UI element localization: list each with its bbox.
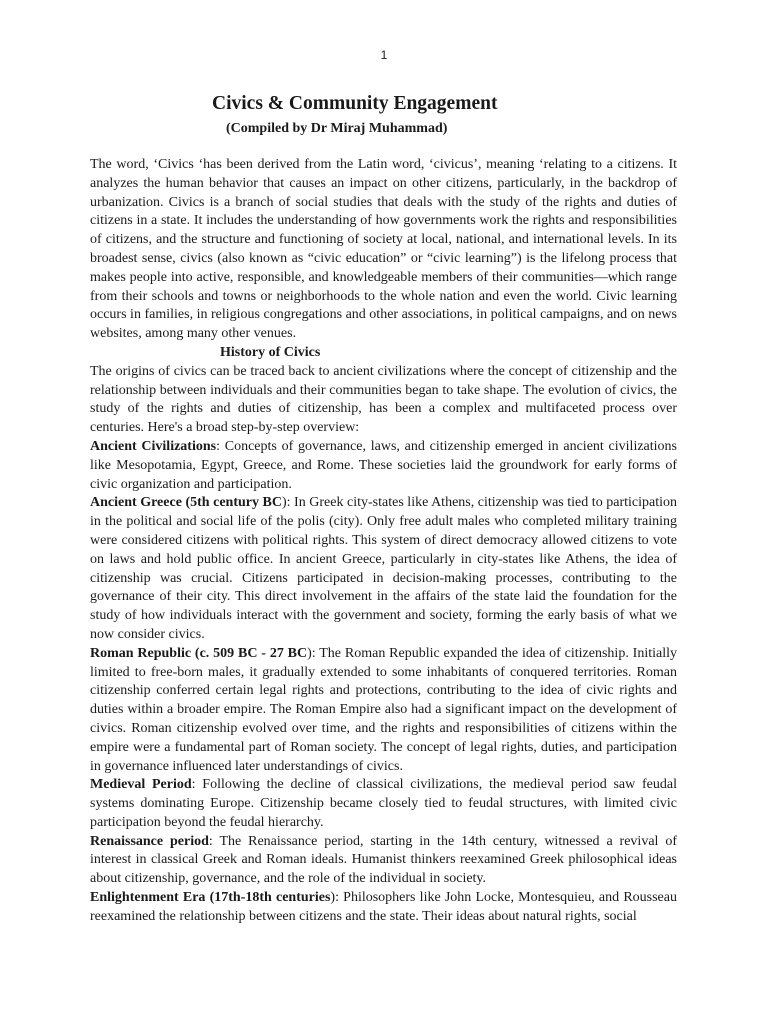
section-term: Ancient Greece (5th century BC	[90, 495, 282, 511]
section-text: ): In Greek city-states like Athens, citizenship was tied to participation in the political and social life of the polis (city). Only free adult males who completed military training were considered citizens with political rights. This system of direct democracy allowed citizens to vote on laws and hold public office. In ancient Greece, particularly in city-states like Athens, the idea of citizenship was crucial. Citizens participated in decision-making processes, contributing to the governance of their city. This direct involvement in the affairs of the state laid the foundation for the study of how individuals interact with the government and society, forming the early basis of what we now consider civics.	[90, 495, 677, 642]
section-text: : The Renaissance period, starting in the 14th century, witnessed a revival of interest in classical Greek and Roman ideals. Humanist thinkers reexamined Greek philosophical ideas about citizenship, governance, and the role of the individual in society.	[90, 833, 677, 887]
section-term: Roman Republic (c. 509 BC - 27 BC	[90, 645, 308, 661]
section-enlightenment-era	[90, 889, 677, 927]
section-term: Enlightenment Era (17th-18th centuries	[90, 890, 331, 906]
history-heading: History of Civics	[220, 344, 321, 360]
section-roman-republic	[90, 645, 677, 777]
section-renaissance-period	[90, 833, 677, 889]
section-term: Medieval Period	[90, 777, 192, 793]
section-text: : Following the decline of classical civilizations, the medieval period saw feudal systems dominating Europe. Citizenship became closely tied to feudal structures, with limited civic participation beyond the feudal hierarchy.	[90, 777, 677, 830]
document-subtitle: (Compiled by Dr Miraj Muhammad)	[226, 121, 448, 136]
section-ancient-greece	[90, 494, 677, 644]
document-title: Civics & Community Engagement	[212, 93, 498, 114]
section-text: ): Philosophers like John Locke, Montesquieu, and Rousseau reexamined the relationship between citizens and the state. Their ideas about natural rights, social	[90, 890, 677, 924]
section-term: Renaissance period	[90, 833, 209, 849]
section-term: Ancient Civilizations	[90, 438, 217, 454]
section-medieval-period	[90, 776, 677, 832]
section-text: ): The Roman Republic expanded the idea of citizenship. Initially limited to free-born males, it gradually extended to some inhabitants of conquered territories. Roman citizenship conferred certain legal rights and protections, contributing to the idea of civic rights and duties within a broader empire. The Roman Empire also had a significant impact on the development of civics. Roman citizenship evolved over time, and the rights and responsibilities of citizens within the empire were a fundamental part of Roman society. The concept of legal rights, duties, and participation in governance influenced later understandings of civics.	[90, 645, 677, 774]
page-number: 1	[380, 48, 388, 62]
document-body	[90, 156, 677, 927]
history-intro-paragraph: The origins of civics can be traced back to ancient civilizations where the concept of citizenship and the relationship between individuals and their communities began to take shape. The evolution of civics, the study of the rights and duties of citizenship, has been a complex and multifaceted process over centuries. Here's a broad step-by-step overview:	[90, 363, 677, 436]
section-text: : Concepts of governance, laws, and citizenship emerged in ancient civilizations like Mesopotamia, Egypt, Greece, and Rome. These societies laid the groundwork for early forms of civic organization and participation.	[90, 438, 677, 492]
section-ancient-civilizations	[90, 438, 677, 494]
intro-paragraph: The word, ‘Civics ‘has been derived from the Latin word, ‘civicus’, meaning ‘relating to a citizens. It analyzes the human behavior that causes an impact on other citizens, particularly, in the backdrop of urbanization. Civics is a branch of social studies that deals with the study of the rights and duties of citizens in a state. It includes the understanding of how governments work the rights and responsibilities of citizens, and the structure and functioning of society at local, national, and international levels. In its broadest sense, civics (also known as “civic education” or “civic learning”) is the lifelong process that makes people into active, responsible, and knowledgeable members of their communities—which range from their schools and towns or neighborhoods to the whole nation and even the world. Civic learning occurs in families, in religious congregations and other associations, in political campaigns, and on news websites, among many other venues.	[90, 157, 677, 342]
